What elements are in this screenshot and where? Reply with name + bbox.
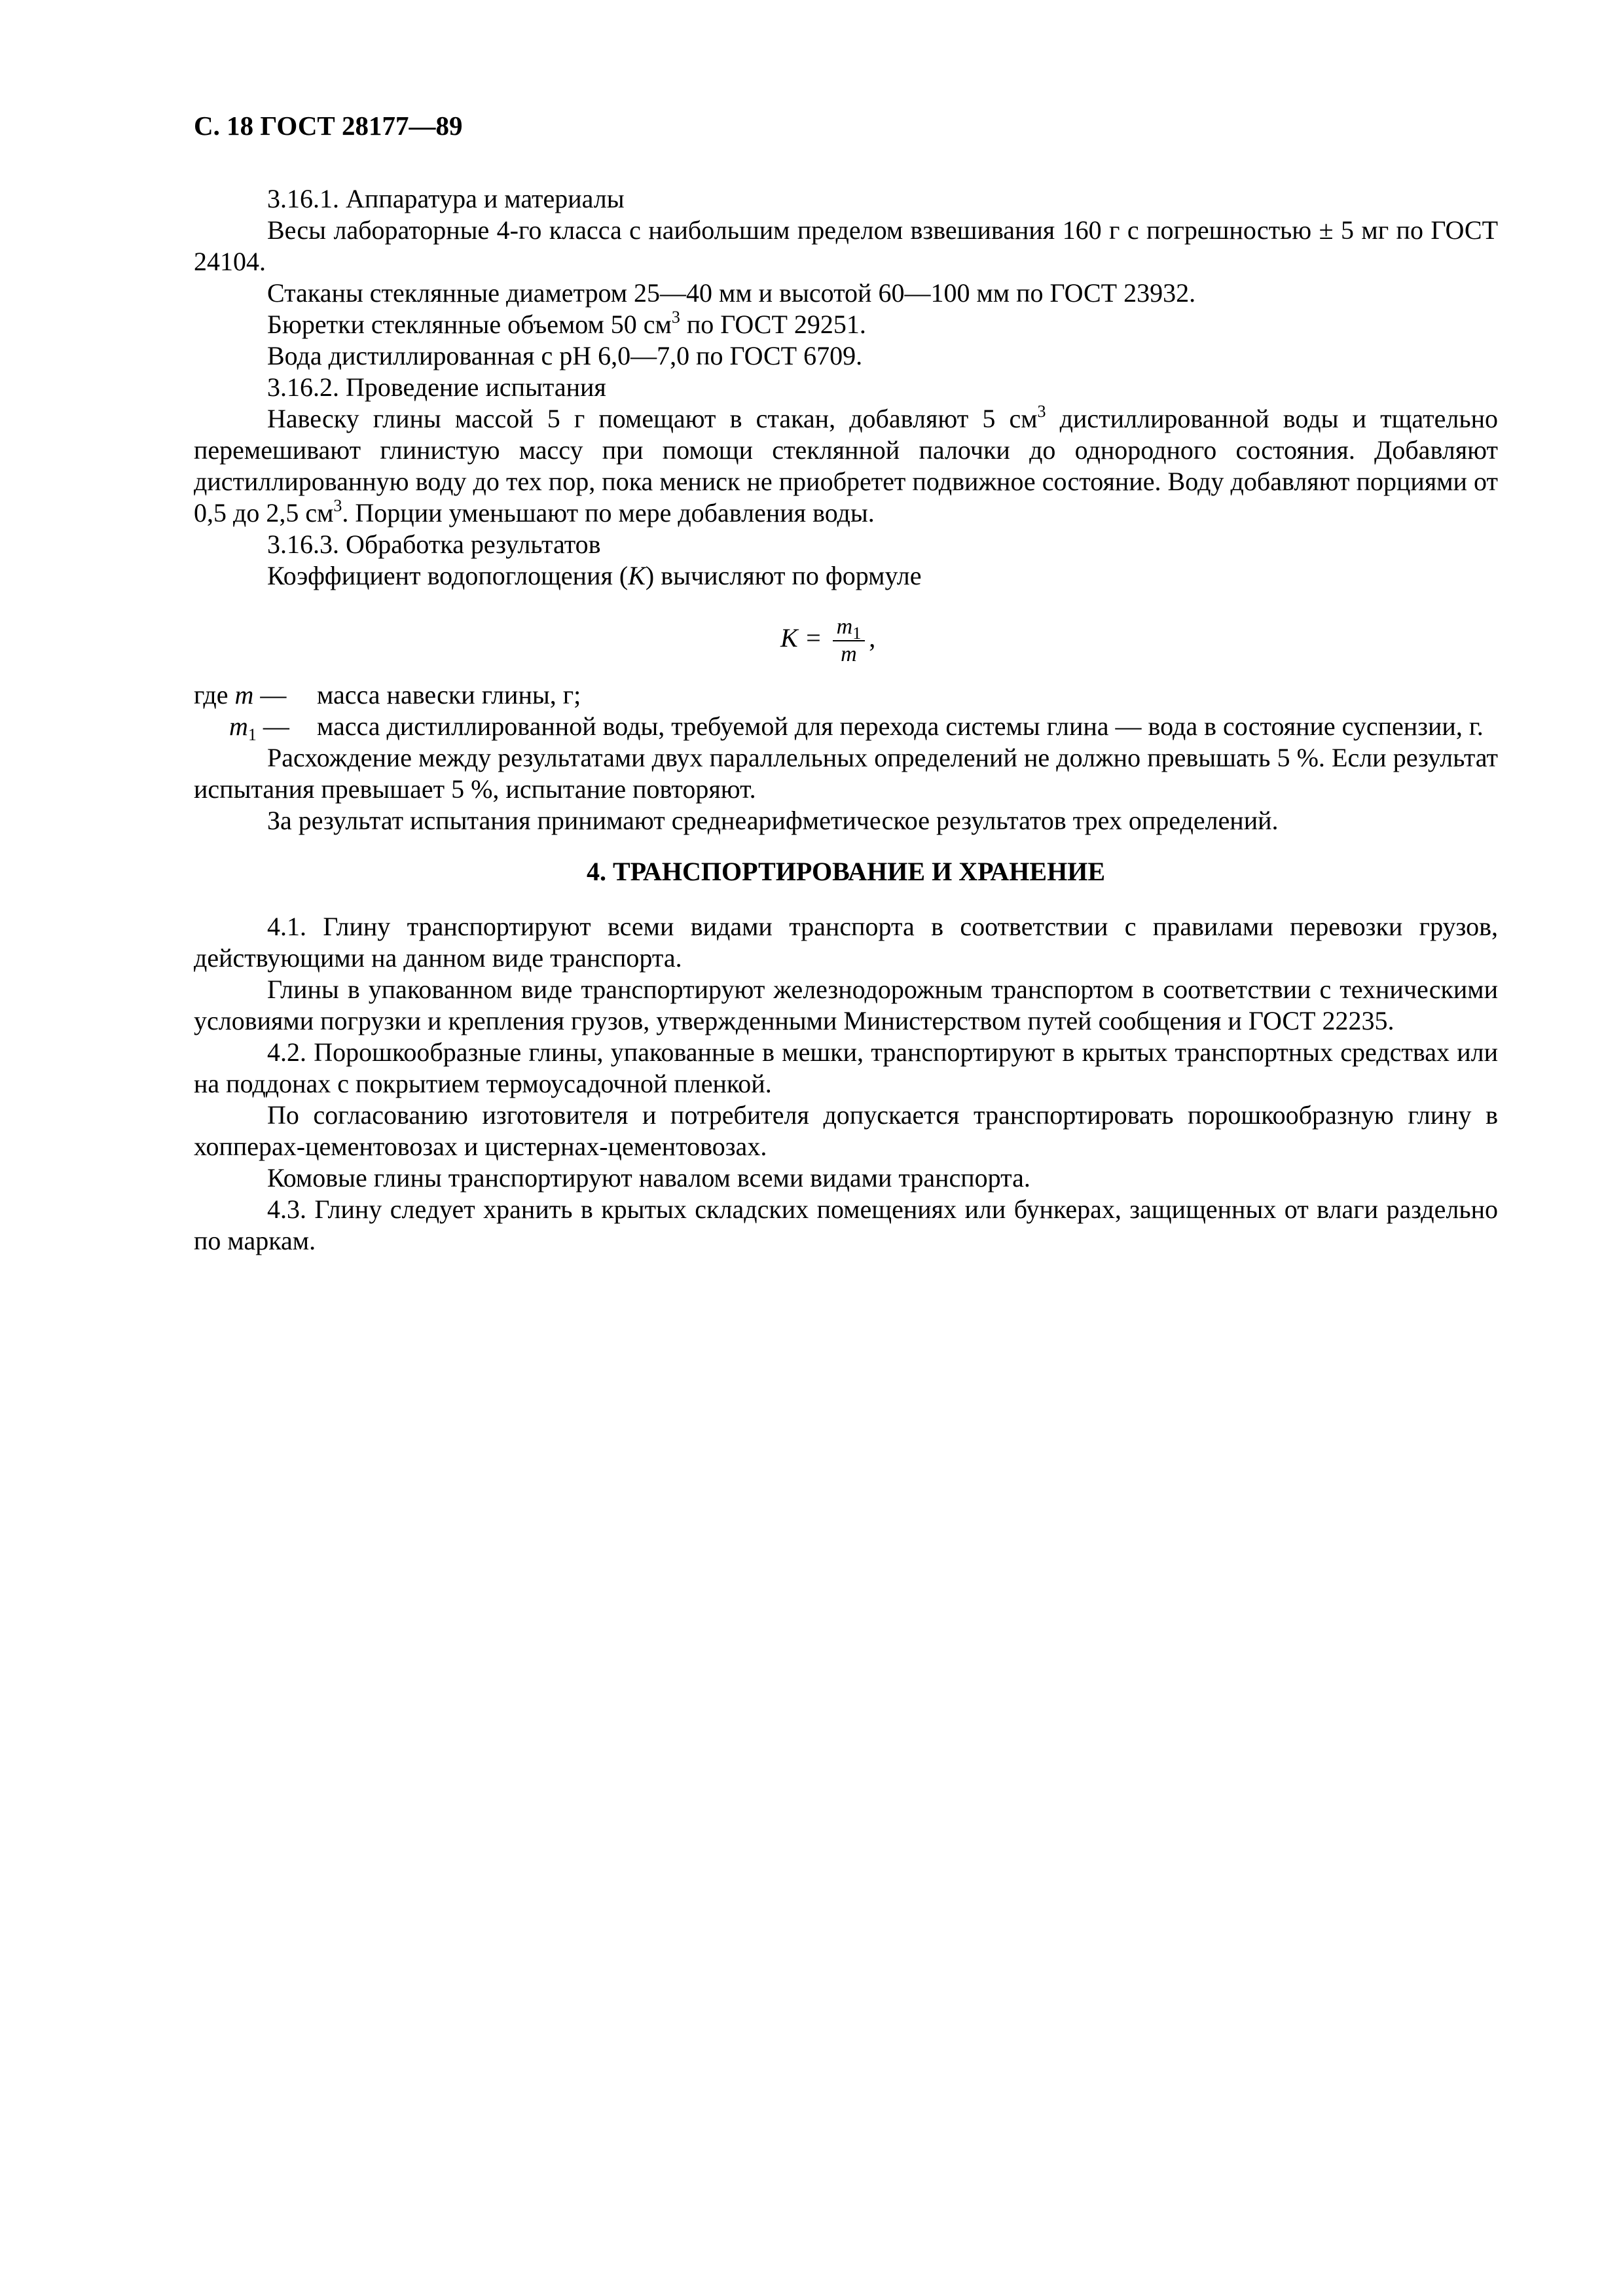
paragraph-result: За результат испытания принимают среднеарифметическое результатов трех определений.: [267, 806, 1279, 835]
legend-symbol: [194, 679, 317, 711]
paragraph-formula-intro: [194, 560, 1498, 592]
legend-text: масса дистиллированной воды, требуемой для перехода системы глина — вода в состояние суспензии, г.: [317, 711, 1484, 741]
superscript: 3: [1037, 402, 1046, 421]
subsection-heading-3-16-2: 3.16.2. Проведение испытания: [267, 372, 606, 402]
formula-denominator: [833, 641, 866, 668]
symbol-k: K: [628, 561, 646, 590]
formula-lhs: K =: [780, 623, 822, 653]
legend-sym: m: [234, 680, 254, 709]
text-run: дистиллированной воды и тщательно перемешивают глинистую массу при помощи стеклянной палочки до однородного состояния. Добавляют дистиллированную воду до тех пор, пока мениск не приобретет подвижное состояние. Воду добавляют порциями от 0,5 до 2,5 см: [194, 404, 1498, 528]
paragraph-4-1-rail: Глины в упакованном виде транспортируют железнодорожным транспортом в соответствии с техническими условиями погрузки и крепления грузов, утвержденными Министерством путей сообщения и ГОСТ 22235.: [194, 975, 1498, 1035]
text-run: Бюретки стеклянные объемом 50 см: [267, 310, 672, 339]
paragraph-4-1: 4.1. Глину транспортируют всеми видами транспорта в соответствии с правилами перевозки грузов, действующими на данном виде транспорта.: [194, 912, 1498, 973]
legend-item-m1: [194, 711, 1498, 742]
legend-dash: —: [253, 680, 287, 709]
superscript: 3: [671, 308, 680, 327]
running-head: С. 18 ГОСТ 28177—89: [194, 111, 463, 141]
paragraph-beakers: Стаканы стеклянные диаметром 25—40 мм и высотой 60—100 мм по ГОСТ 23932.: [267, 278, 1196, 308]
section-title-4: 4. ТРАНСПОРТИРОВАНИЕ И ХРАНЕНИЕ: [587, 857, 1105, 886]
formula-numerator: [833, 614, 866, 641]
legend-subscript: 1: [247, 725, 257, 744]
numerator-symbol: m: [836, 615, 853, 639]
paragraph-water: Вода дистиллированная с рН 6,0—7,0 по ГОСТ 6709.: [267, 341, 863, 370]
legend-sym: m: [229, 711, 248, 741]
formula-fraction: [833, 614, 866, 668]
formula: [194, 610, 1498, 666]
subsection-heading-3-16-1: 3.16.1. Аппаратура и материалы: [267, 184, 625, 213]
legend-prefix: где: [194, 680, 235, 709]
formula-comma: ,: [869, 623, 876, 653]
text-run: ) вычисляют по формуле: [645, 561, 922, 590]
paragraph-burettes: [194, 309, 1498, 340]
paragraph-scales: Весы лабораторные 4-го класса с наибольшим пределом взвешивания 160 г с погрешностью ± 5 мг по ГОСТ 24104.: [194, 215, 1498, 276]
text-run: . Порции уменьшают по мере добавления воды.: [342, 498, 875, 528]
paragraph-4-2: 4.2. Порошкообразные глины, упакованные в мешки, транспортируют в крытых транспортных средствах или на поддонах с покрытием термоусадочной пленкой.: [194, 1037, 1498, 1098]
legend-dash: —: [256, 711, 289, 741]
text-run: Коэффициент водопоглощения (: [267, 561, 629, 590]
legend-item-m: [194, 679, 1498, 711]
numerator-subscript: 1: [852, 624, 862, 643]
paragraph-4-3: 4.3. Глину следует хранить в крытых складских помещениях или бункерах, защищенных от влаги раздельно по маркам.: [194, 1194, 1498, 1255]
text-run: по ГОСТ 29251.: [680, 310, 866, 339]
legend-text: масса навески глины, г;: [317, 680, 581, 709]
denominator-symbol: m: [841, 642, 857, 666]
superscript: 3: [333, 496, 342, 515]
subsection-heading-3-16-3: 3.16.3. Обработка результатов: [267, 529, 601, 559]
document-page: [194, 110, 1498, 1257]
paragraph-4-2-agreement: По согласованию изготовителя и потребителя допускается транспортировать порошкообразную глину в хопперах-цементовозах и цистернах-цементовозах.: [194, 1100, 1498, 1161]
legend-symbol: [194, 711, 317, 742]
paragraph-4-2-lump: Комовые глины транспортируют навалом всеми видами транспорта.: [267, 1163, 1030, 1193]
text-run: Навеску глины массой 5 г помещают в стакан, добавляют 5 см: [267, 404, 1038, 433]
formula-expression: [780, 614, 875, 668]
paragraph-procedure: [194, 403, 1498, 529]
paragraph-discrepancy: Расхождение между результатами двух параллельных определений не должно превышать 5 %. Если результат испытания превышает 5 %, испытание повторяют.: [194, 743, 1498, 804]
